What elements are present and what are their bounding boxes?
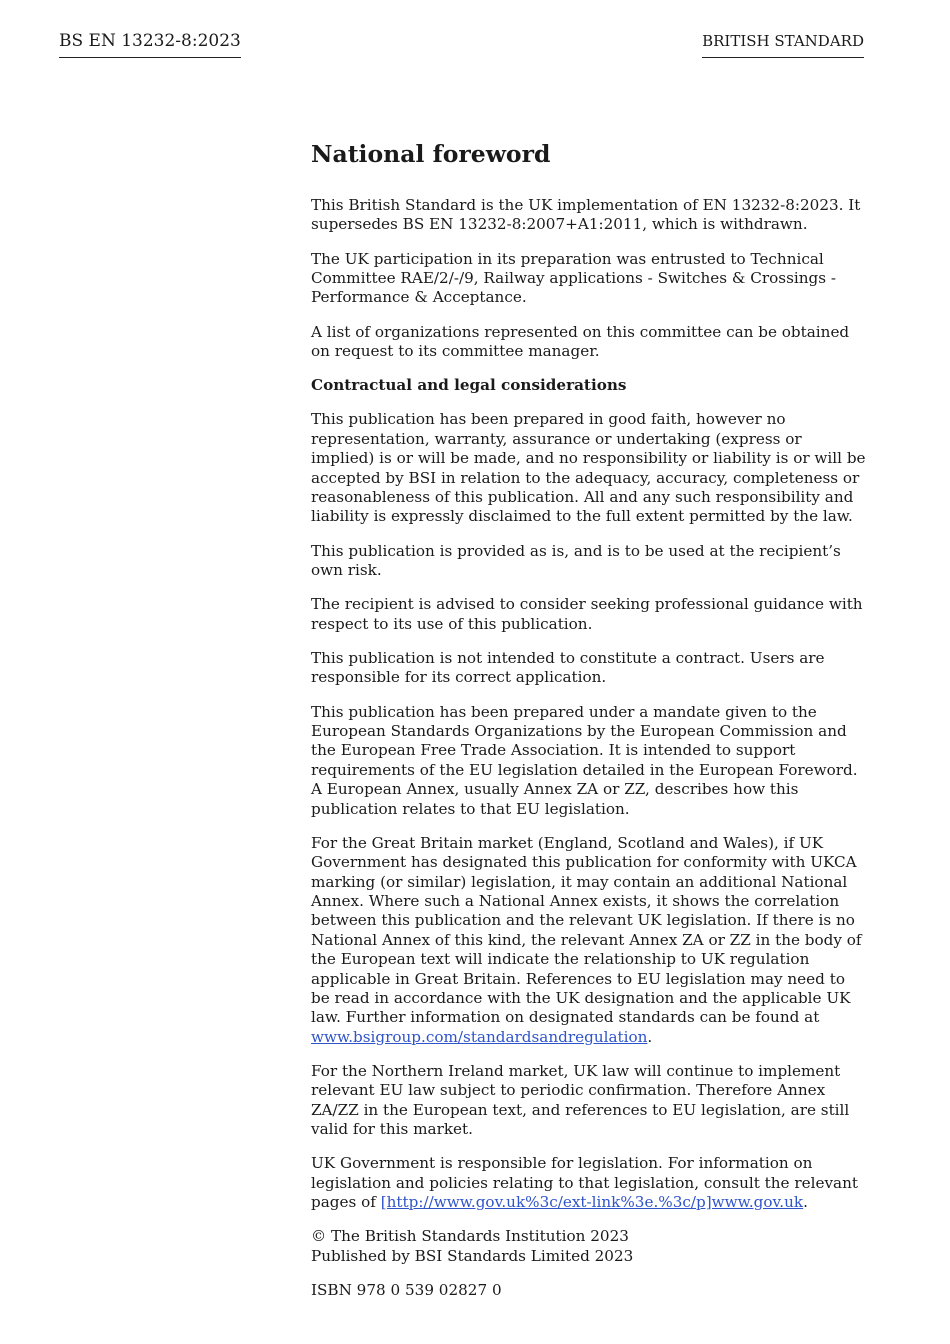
uk-government-end: . [803, 1193, 808, 1212]
uk-government-text: UK Government is responsible for legislation. For information on legislation and policies relating to that legislation, consult the relevant pages of [311, 1154, 858, 1212]
gov-uk-link[interactable]: [http://www.gov.uk%3c/ext-link%3e.%3c/p]www.gov.uk [380, 1193, 804, 1212]
national-foreword-section [311, 138, 867, 1315]
uk-government-paragraph [311, 1154, 867, 1212]
bsigroup-standards-link[interactable]: www.bsigroup.com/standardsandregulation [311, 1027, 648, 1046]
published-by-line: Published by BSI Standards Limited 2023 [311, 1246, 634, 1265]
legal-considerations-heading: Contractual and legal considerations [311, 376, 627, 395]
great-britain-market-text: For the Great Britain market (England, Scotland and Wales), if UK Government has designated this publication for conformity with UKCA marking (or similar) legislation, it may contain an additional National Annex. Where such a National Annex exists, it shows the correlation between this publication and the relevant UK legislation. If there is no National Annex of this kind, the relevant Annex ZA or ZZ in the body of the European text will indicate the relationship to UK regulation applicable in Great Britain. References to EU legislation may need to be read in accordance with the UK designation and the applicable UK law. Further information on designated standards can be found at [311, 833, 862, 1027]
good-faith-paragraph: This publication has been prepared in good faith, however no representation, warranty, assurance or undertaking (express or implied) is or will be made, and no responsibility or liability is or will be accepted by BSI in relation to the adequacy, accuracy, completeness or reasonableness of this publication. All and any such responsibility and liability is expressly disclaimed to the full extent permitted by the law. [311, 410, 866, 526]
great-britain-market-paragraph [311, 834, 867, 1047]
isbn: ISBN 978 0 539 02827 0 [311, 1281, 502, 1300]
committee-paragraph: The UK participation in its preparation was entrusted to Technical Committee RAE/2/-/9, Railway applications - Switches & Crossings - Performance & Acceptance. [311, 249, 836, 307]
professional-guidance-paragraph: The recipient is advised to consider seeking professional guidance with respect to its use of this publication. [311, 595, 863, 633]
page-title: National foreword [311, 140, 551, 168]
mandate-paragraph: This publication has been prepared under a mandate given to the European Standards Organizations by the European Commission and the European Free Trade Association. It is intended to support requirements of the EU legislation detailed in the European Foreword. A European Annex, usually Annex ZA or ZZ, describes how this publication relates to that EU legislation. [311, 702, 858, 818]
organizations-paragraph: A list of organizations represented on this committee can be obtained on request to its committee manager. [311, 322, 850, 361]
copyright-line: © The British Standards Institution 2023 [311, 1227, 629, 1246]
running-header-publisher: BRITISH STANDARD [702, 32, 864, 58]
implementation-paragraph: This British Standard is the UK implementation of EN 13232-8:2023. It supersedes BS EN 13232-8:2007+A1:2011, which is withdrawn. [311, 196, 861, 234]
own-risk-paragraph: This publication is provided as is, and is to be used at the recipient’s own risk. [311, 541, 841, 580]
not-a-contract-paragraph: This publication is not intended to constitute a contract. Users are responsible for its correct application. [311, 648, 825, 687]
great-britain-market-end: . [647, 1027, 653, 1046]
running-header-standard-number: BS EN 13232-8:2023 [59, 31, 241, 58]
northern-ireland-market-paragraph: For the Northern Ireland market, UK law will continue to implement relevant EU law subject to periodic confirmation. Therefore Annex ZA/ZZ in the European text, and references to EU legislation, are still valid for this market. [311, 1062, 850, 1139]
copyright-notice [311, 1227, 867, 1266]
